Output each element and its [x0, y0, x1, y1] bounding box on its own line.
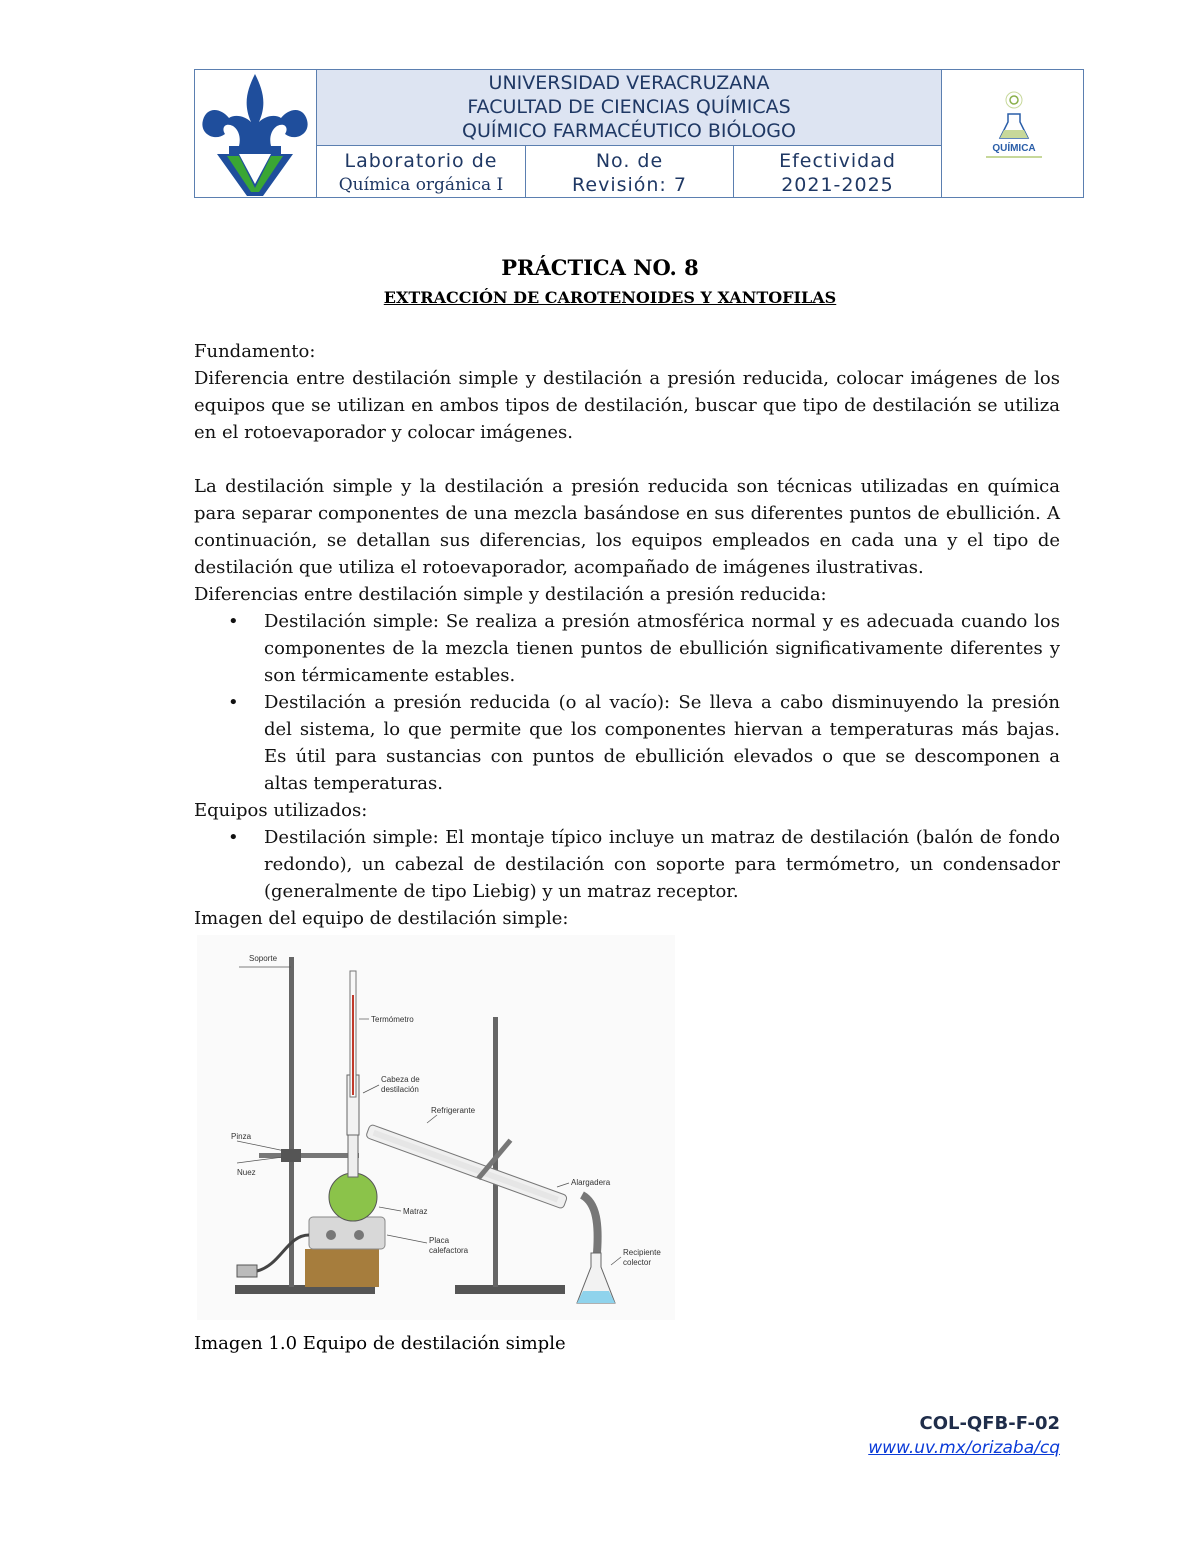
intro-paragraph: La destilación simple y la destilación a presión reducida son técnicas utilizadas en química para separar componentes de una mezcla basándose en sus diferentes puntos de ebullición. A continuación, se detallan sus diferencias, los equipos empleados en cada una y el tipo de destilación que utiliza el rotoevaporador, acompañado de imágenes ilustrativas.	[194, 476, 1060, 578]
uv-fleur-icon	[195, 70, 315, 197]
document-code: COL-QFB-F-02	[919, 1413, 1060, 1434]
stand-rod-right	[493, 1017, 498, 1287]
lab-name: Química orgánica I	[338, 175, 504, 195]
blank-line	[194, 446, 1060, 473]
bullet: •	[228, 692, 239, 713]
flask-neck	[348, 1131, 358, 1177]
label-recipiente-2: colector	[623, 1258, 652, 1267]
lab-cell	[317, 146, 526, 197]
label-recipiente-1: Recipiente	[623, 1248, 661, 1257]
quimica-logo-text: QUÍMICA	[992, 143, 1036, 154]
label-refrigerante: Refrigerante	[431, 1106, 476, 1115]
heating-plate	[309, 1217, 385, 1249]
footer-link[interactable]: www.uv.mx/orizaba/cq	[868, 1438, 1060, 1458]
difference-vacuum: Destilación a presión reducida (o al vacío): Se lleva a cabo disminuyendo la presión del sistema, lo que permite que los componentes hiervan a temperaturas más bajas. Es útil para sustancias con puntos de ebullición elevados o que se descomponen a altas temperaturas.	[264, 692, 1060, 794]
lab-label: Laboratorio de	[344, 150, 498, 172]
differences-heading: Diferencias entre destilación simple y destilación a presión reducida:	[194, 584, 827, 605]
fundamento-text: Diferencia entre destilación simple y destilación a presión reducida, colocar imágenes de los equipos que se utilizan en ambos tipos de destilación, buscar que tipo de destilación se utiliza en el rotoevaporador y colocar imágenes.	[194, 368, 1060, 443]
header-titles	[317, 70, 941, 146]
list-item	[194, 824, 1060, 905]
difference-simple: Destilación simple: Se realiza a presión atmosférica normal y es adecuada cuando los componentes de la mezcla tienen puntos de ebullición significativamente diferentes y son térmicamente estables.	[264, 611, 1060, 686]
image-heading: Imagen del equipo de destilación simple:	[194, 908, 569, 929]
label-termometro: Termómetro	[371, 1015, 414, 1024]
label-soporte: Soporte	[249, 954, 278, 963]
list-item	[194, 689, 1060, 797]
figure-caption: Imagen 1.0 Equipo de destilación simple	[194, 1333, 566, 1354]
document-body	[194, 338, 1060, 932]
faculty-name: FACULTAD DE CIENCIAS QUÍMICAS	[467, 96, 791, 118]
bullet: •	[228, 611, 239, 632]
flask-logo-icon	[942, 70, 1082, 197]
bullet: •	[228, 827, 239, 848]
equipment-simple: Destilación simple: El montaje típico incluye un matraz de destilación (balón de fondo redondo), un cabezal de destilación con soporte para termómetro, un condensador (generalmente de tipo Liebig) y un matraz receptor.	[264, 827, 1060, 902]
distillation-figure	[197, 935, 675, 1320]
practice-title: PRÁCTICA NO. 8	[501, 255, 699, 280]
header-center	[317, 70, 941, 197]
distillation-apparatus-image	[197, 935, 675, 1320]
equipment-heading: Equipos utilizados:	[194, 800, 368, 821]
revision-cell	[526, 146, 734, 197]
label-matraz: Matraz	[403, 1207, 428, 1216]
fundamento-label: Fundamento:	[194, 341, 316, 362]
quimica-logo	[941, 70, 1083, 197]
wood-block	[305, 1249, 379, 1287]
revision-value: Revisión: 7	[572, 174, 687, 196]
university-name: UNIVERSIDAD VERACRUZANA	[488, 72, 770, 94]
revision-label: No. de	[595, 150, 664, 172]
uv-logo	[195, 70, 317, 197]
label-nuez: Nuez	[237, 1168, 256, 1177]
effectivity-value: 2021-2025	[781, 174, 894, 196]
stand-base-right	[455, 1285, 565, 1294]
label-placa-1: Placa	[429, 1236, 450, 1245]
label-alargadera: Alargadera	[571, 1178, 611, 1187]
clamp	[259, 1153, 359, 1158]
header-table	[194, 69, 1084, 198]
stand-rod-left	[289, 957, 294, 1287]
program-name: QUÍMICO FARMACÉUTICO BIÓLOGO	[462, 120, 796, 142]
label-placa-2: calefactora	[429, 1246, 469, 1255]
practice-subtitle: EXTRACCIÓN DE CAROTENOIDES Y XANTOFILAS	[383, 288, 837, 307]
round-bottom-flask	[329, 1173, 377, 1221]
label-cabeza-1: Cabeza de	[381, 1075, 420, 1084]
effectivity-cell	[734, 146, 941, 197]
label-cabeza-2: destilación	[381, 1085, 419, 1094]
label-pinza: Pinza	[231, 1132, 252, 1141]
effectivity-label: Efectividad	[779, 150, 896, 172]
header-cells	[317, 146, 941, 197]
list-item	[194, 608, 1060, 689]
